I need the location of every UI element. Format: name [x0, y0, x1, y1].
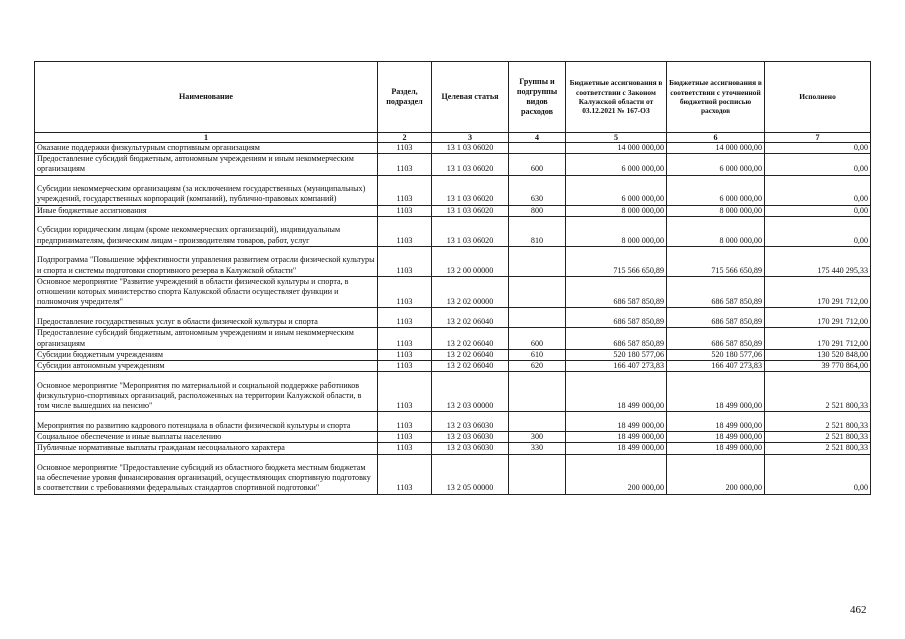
row-name: Предоставление государственных услуг в области физической культуры и спорта — [35, 308, 378, 328]
table-row — [35, 308, 871, 328]
row-name: Предоставление субсидий бюджетным, автономным учреждениям и иным некоммерческим организациям — [35, 328, 378, 349]
row-name: Предоставление субсидий бюджетным, автономным учреждениям и иным некоммерческим организациям — [35, 154, 378, 175]
table-body — [35, 143, 871, 495]
row-refined: 686 587 850,89 — [667, 328, 765, 349]
row-done: 0,00 — [765, 205, 871, 216]
row-group — [509, 372, 566, 412]
page-number: 462 — [850, 604, 867, 616]
header-section: Раздел, подраздел — [378, 62, 432, 133]
row-refined: 18 499 000,00 — [667, 372, 765, 412]
row-section: 1103 — [378, 412, 432, 432]
row-name: Основное мероприятие "Предоставление субсидий из областного бюджета местным бюджетам на обеспечение уровня финансирования организаций, осуществляющих спортивную подготовку в соответствии с требованиями федеральных стандартов спортивной подготовки" — [35, 454, 378, 494]
row-section: 1103 — [378, 349, 432, 360]
col-number: 3 — [432, 133, 509, 143]
col-number: 1 — [35, 133, 378, 143]
row-done: 2 521 800,33 — [765, 372, 871, 412]
row-group: 800 — [509, 205, 566, 216]
header-refined: Бюджетные ассигнования в соответствии с уточненной бюджетной росписью расходов — [667, 62, 765, 133]
row-target: 13 2 02 00000 — [432, 276, 509, 308]
row-section: 1103 — [378, 308, 432, 328]
row-name: Субсидии бюджетным учреждениям — [35, 349, 378, 360]
row-law: 14 000 000,00 — [566, 143, 667, 154]
row-section: 1103 — [378, 443, 432, 454]
row-group: 620 — [509, 361, 566, 372]
row-done: 2 521 800,33 — [765, 412, 871, 432]
row-done: 0,00 — [765, 143, 871, 154]
table-row — [35, 246, 871, 276]
row-done: 175 440 295,33 — [765, 246, 871, 276]
row-name: Субсидии некоммерческим организациям (за исключением государственных (муниципальных) учреждений, государственных корпораций (компаний), публично-правовых компаний) — [35, 175, 378, 205]
row-done: 0,00 — [765, 175, 871, 205]
table-row — [35, 412, 871, 432]
row-law: 18 499 000,00 — [566, 432, 667, 443]
row-done: 2 521 800,33 — [765, 432, 871, 443]
row-law: 686 587 850,89 — [566, 276, 667, 308]
row-done: 0,00 — [765, 154, 871, 175]
header-target: Целевая статья — [432, 62, 509, 133]
row-section: 1103 — [378, 246, 432, 276]
row-done: 170 291 712,00 — [765, 328, 871, 349]
row-group — [509, 412, 566, 432]
budget-table — [34, 61, 871, 495]
row-group — [509, 454, 566, 494]
table-row — [35, 432, 871, 443]
row-done: 170 291 712,00 — [765, 276, 871, 308]
row-target: 13 1 03 06020 — [432, 205, 509, 216]
row-section: 1103 — [378, 175, 432, 205]
header-name: Наименование — [35, 62, 378, 133]
row-done: 0,00 — [765, 216, 871, 246]
row-target: 13 2 03 06030 — [432, 432, 509, 443]
row-law: 18 499 000,00 — [566, 443, 667, 454]
row-section: 1103 — [378, 328, 432, 349]
row-refined: 18 499 000,00 — [667, 443, 765, 454]
col-number: 5 — [566, 133, 667, 143]
row-law: 166 407 273,83 — [566, 361, 667, 372]
row-group: 300 — [509, 432, 566, 443]
row-group — [509, 276, 566, 308]
table-row — [35, 349, 871, 360]
row-refined: 200 000,00 — [667, 454, 765, 494]
row-group — [509, 308, 566, 328]
row-group: 630 — [509, 175, 566, 205]
row-refined: 6 000 000,00 — [667, 154, 765, 175]
header-law: Бюджетные ассигнования в соответствии с Законом Калужской области от 03.12.2021 № 167-ОЗ — [566, 62, 667, 133]
row-law: 200 000,00 — [566, 454, 667, 494]
row-name: Мероприятия по развитию кадрового потенциала в области физической культуры и спорта — [35, 412, 378, 432]
row-name: Иные бюджетные ассигнования — [35, 205, 378, 216]
row-name: Основное мероприятие "Мероприятия по материальной и социальной поддержке работников физкультурно-спортивных организаций, расположенных на территории Калужской области, в том числе вышедших на пенсию" — [35, 372, 378, 412]
row-section: 1103 — [378, 143, 432, 154]
row-section: 1103 — [378, 276, 432, 308]
row-target: 13 1 03 06020 — [432, 154, 509, 175]
row-group: 600 — [509, 328, 566, 349]
row-target: 13 2 02 06040 — [432, 349, 509, 360]
row-law: 18 499 000,00 — [566, 372, 667, 412]
row-group: 810 — [509, 216, 566, 246]
table-row — [35, 216, 871, 246]
column-number-row — [35, 133, 871, 143]
row-name: Публичные нормативные выплаты гражданам несоциального характера — [35, 443, 378, 454]
row-law: 520 180 577,06 — [566, 349, 667, 360]
col-number: 6 — [667, 133, 765, 143]
row-name: Субсидии юридическим лицам (кроме некоммерческих организаций), индивидуальным предпринимателям, физическим лицам - производителям товаров, работ, услуг — [35, 216, 378, 246]
row-refined: 686 587 850,89 — [667, 308, 765, 328]
row-refined: 18 499 000,00 — [667, 432, 765, 443]
col-number: 4 — [509, 133, 566, 143]
table-row — [35, 361, 871, 372]
row-target: 13 2 03 06030 — [432, 412, 509, 432]
row-refined: 8 000 000,00 — [667, 205, 765, 216]
row-section: 1103 — [378, 454, 432, 494]
row-section: 1103 — [378, 432, 432, 443]
col-number: 7 — [765, 133, 871, 143]
row-section: 1103 — [378, 216, 432, 246]
row-refined: 520 180 577,06 — [667, 349, 765, 360]
row-name: Субсидии автономным учреждениям — [35, 361, 378, 372]
row-done: 2 521 800,33 — [765, 443, 871, 454]
row-refined: 14 000 000,00 — [667, 143, 765, 154]
row-name: Оказание поддержки физкультурным спортивным организациям — [35, 143, 378, 154]
row-section: 1103 — [378, 205, 432, 216]
row-target: 13 1 03 06020 — [432, 175, 509, 205]
row-target: 13 2 05 00000 — [432, 454, 509, 494]
header-row — [35, 62, 871, 133]
row-refined: 18 499 000,00 — [667, 412, 765, 432]
row-group: 610 — [509, 349, 566, 360]
row-done: 0,00 — [765, 454, 871, 494]
header-done: Исполнено — [765, 62, 871, 133]
row-law: 18 499 000,00 — [566, 412, 667, 432]
table-row — [35, 276, 871, 308]
row-target: 13 2 03 06030 — [432, 443, 509, 454]
row-refined: 6 000 000,00 — [667, 175, 765, 205]
row-target: 13 1 03 06020 — [432, 216, 509, 246]
row-done: 170 291 712,00 — [765, 308, 871, 328]
row-target: 13 2 02 06040 — [432, 328, 509, 349]
header-groups: Группы и подгруппы видов расходов — [509, 62, 566, 133]
row-section: 1103 — [378, 361, 432, 372]
row-target: 13 2 00 00000 — [432, 246, 509, 276]
table-row — [35, 372, 871, 412]
row-target: 13 2 03 00000 — [432, 372, 509, 412]
row-refined: 8 000 000,00 — [667, 216, 765, 246]
table-row — [35, 454, 871, 494]
row-done: 39 770 864,00 — [765, 361, 871, 372]
row-law: 686 587 850,89 — [566, 308, 667, 328]
row-target: 13 2 02 06040 — [432, 308, 509, 328]
row-law: 8 000 000,00 — [566, 205, 667, 216]
table-row — [35, 443, 871, 454]
row-group: 330 — [509, 443, 566, 454]
row-law: 8 000 000,00 — [566, 216, 667, 246]
row-law: 686 587 850,89 — [566, 328, 667, 349]
table-row — [35, 175, 871, 205]
table-row — [35, 205, 871, 216]
row-law: 715 566 650,89 — [566, 246, 667, 276]
table-row — [35, 328, 871, 349]
table-row — [35, 154, 871, 175]
row-done: 130 520 848,00 — [765, 349, 871, 360]
row-name: Основное мероприятие "Развитие учреждений в области физической культуры и спорта, в отношении которых министерство спорта Калужской области осуществляет функции и полномочия учредителя" — [35, 276, 378, 308]
row-law: 6 000 000,00 — [566, 154, 667, 175]
row-name: Подпрограмма "Повышение эффективности управления развитием отрасли физической культуры и спорта и системы подготовки спортивного резерва в Калужской области" — [35, 246, 378, 276]
row-group — [509, 143, 566, 154]
col-number: 2 — [378, 133, 432, 143]
row-refined: 686 587 850,89 — [667, 276, 765, 308]
row-section: 1103 — [378, 154, 432, 175]
row-refined: 166 407 273,83 — [667, 361, 765, 372]
row-name: Социальное обеспечение и иные выплаты населению — [35, 432, 378, 443]
row-group: 600 — [509, 154, 566, 175]
row-section: 1103 — [378, 372, 432, 412]
table-row — [35, 143, 871, 154]
row-law: 6 000 000,00 — [566, 175, 667, 205]
row-target: 13 2 02 06040 — [432, 361, 509, 372]
row-target: 13 1 03 06020 — [432, 143, 509, 154]
row-refined: 715 566 650,89 — [667, 246, 765, 276]
row-group — [509, 246, 566, 276]
